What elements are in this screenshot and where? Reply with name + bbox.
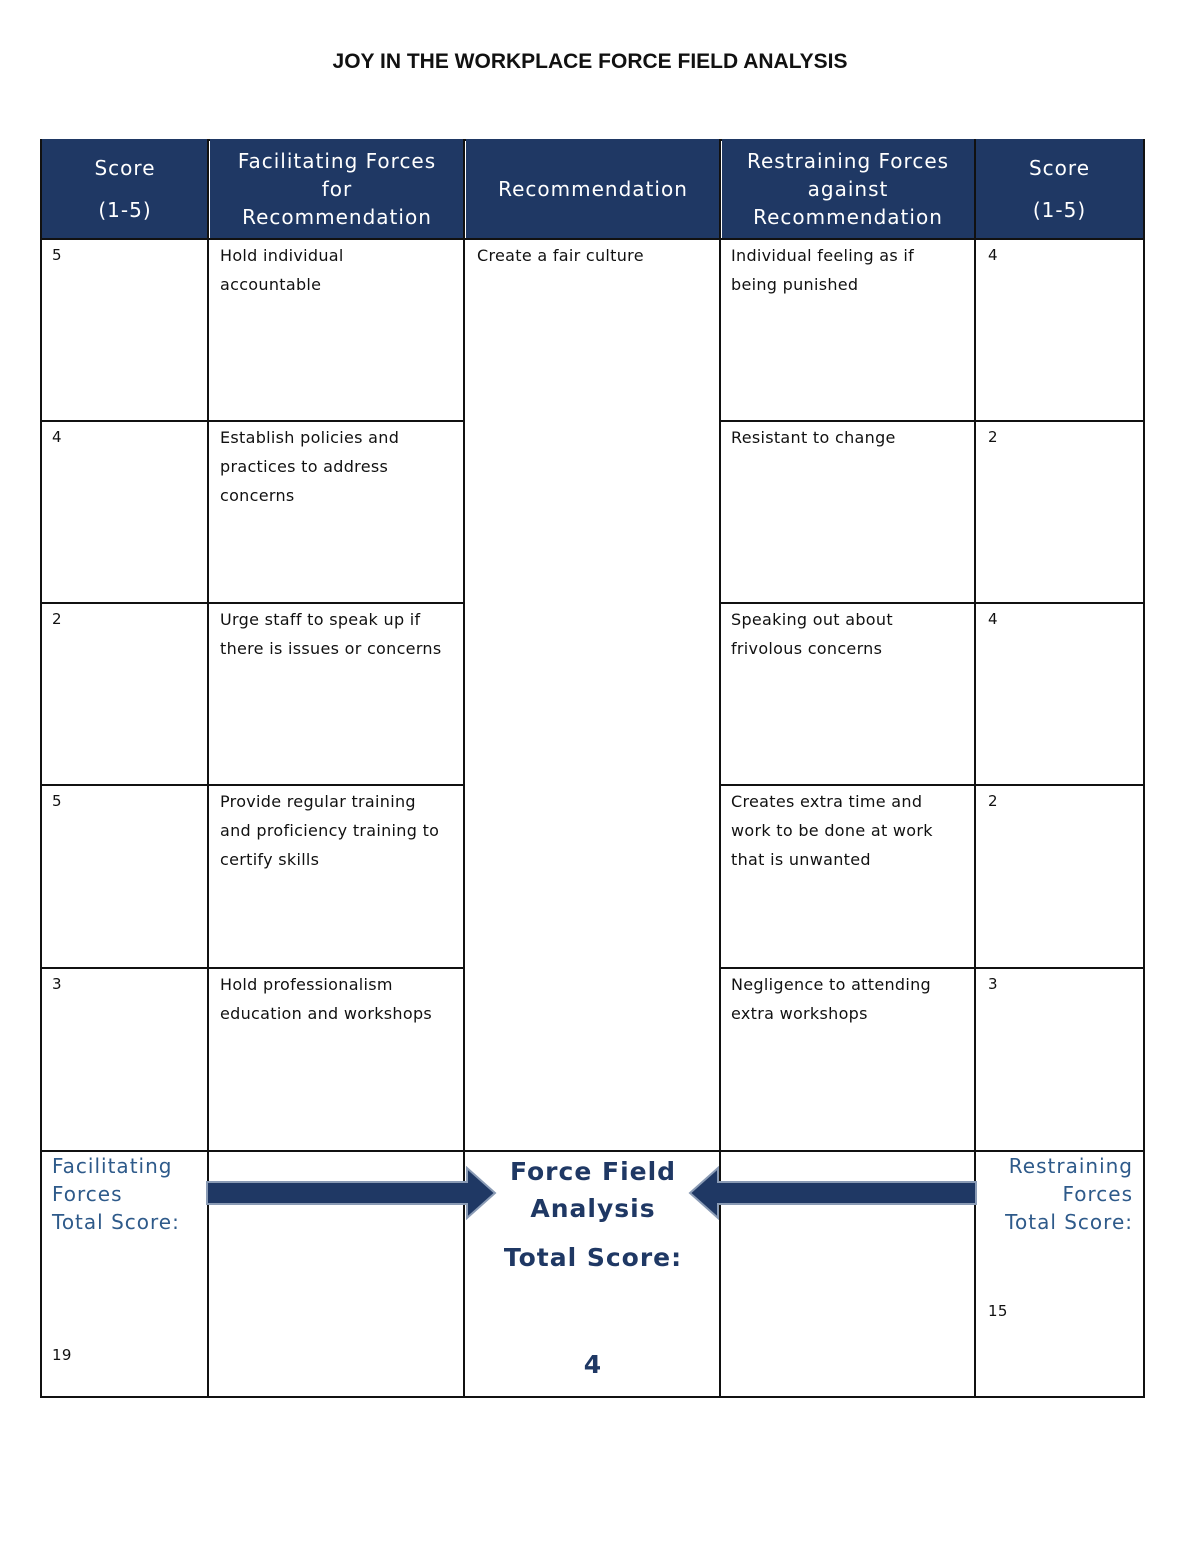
restraining-force-3: [731, 605, 971, 663]
force-field-total-label-line: Total Score:: [503, 1243, 683, 1272]
header-score-left-label: Score: [94, 156, 156, 180]
facilitating-force-3-line: there is issues or concerns: [220, 639, 442, 658]
restraining-total-label-line: Restraining: [1008, 1154, 1133, 1178]
force-field-total-label: [466, 1153, 720, 1276]
restraining-force-2: [731, 423, 971, 452]
right-score-1: 4: [988, 246, 998, 264]
row-divider: [720, 602, 1145, 604]
facilitating-force-4-line: and proficiency training to: [220, 821, 440, 840]
facilitating-total-label-line: Forces: [52, 1182, 123, 1206]
force-field-total-label-line: Force Field: [509, 1157, 677, 1186]
page-title: JOY IN THE WORKPLACE FORCE FIELD ANALYSIS: [332, 50, 848, 73]
restraining-force-5-line: Negligence to attending: [731, 975, 932, 994]
facilitating-total-value: 19: [52, 1346, 72, 1364]
restraining-total-label-line: Forces: [1062, 1182, 1133, 1206]
facilitating-force-1-line: Hold individual: [220, 246, 344, 265]
facilitating-total-label: [52, 1152, 180, 1236]
header-score-right-label: Score: [1028, 156, 1090, 180]
facilitating-force-3: [220, 605, 460, 663]
restraining-total-label: [976, 1152, 1133, 1236]
row-divider: [40, 967, 464, 969]
facilitating-force-4-line: Provide regular training: [220, 792, 416, 811]
header-score-left-range: (1-5): [98, 198, 152, 222]
header-restraining-line2: against: [807, 177, 889, 201]
restraining-total-label-line: Total Score:: [1005, 1210, 1133, 1234]
header-recommendation: [466, 139, 720, 239]
facilitating-force-2-line: practices to address: [220, 457, 389, 476]
facilitating-total-label-line: Total Score:: [52, 1210, 180, 1234]
facilitating-force-4-line: certify skills: [220, 850, 320, 869]
restraining-force-5-line: extra workshops: [731, 1004, 868, 1023]
restraining-force-3-line: Speaking out about: [731, 610, 893, 629]
left-score-5: 3: [52, 975, 62, 993]
facilitating-force-2: [220, 423, 460, 510]
right-score-5: 3: [988, 975, 998, 993]
header-restraining-line1: Restraining Forces: [746, 149, 950, 173]
header-facilitating-line2: for: [321, 177, 353, 201]
row-divider: [720, 967, 1145, 969]
row-divider: [40, 602, 464, 604]
right-score-3: 4: [988, 610, 998, 628]
arrow-right-icon: [205, 1166, 497, 1220]
facilitating-force-2-line: Establish policies and: [220, 428, 400, 447]
restraining-force-2-line: Resistant to change: [731, 428, 896, 447]
header-score-left: [42, 139, 208, 239]
facilitating-total-label-line: Facilitating: [52, 1154, 173, 1178]
header-facilitating: [210, 139, 464, 239]
restraining-total-value: 15: [988, 1302, 1008, 1320]
recommendation-text: Create a fair culture: [477, 246, 644, 265]
header-restraining-line3: Recommendation: [753, 205, 943, 229]
header-facilitating-line3: Recommendation: [242, 205, 432, 229]
left-score-1: 5: [52, 246, 62, 264]
header-recommendation-label: Recommendation: [498, 177, 688, 201]
right-score-2: 2: [988, 428, 998, 446]
force-field-total-value: 4: [583, 1350, 603, 1379]
left-score-3: 2: [52, 610, 62, 628]
facilitating-force-5: [220, 970, 460, 1028]
left-score-2: 4: [52, 428, 62, 446]
facilitating-force-1: [220, 241, 460, 299]
restraining-force-1-line: Individual feeling as if: [731, 246, 915, 265]
row-divider: [40, 420, 464, 422]
row-divider: [720, 420, 1145, 422]
facilitating-force-5-line: education and workshops: [220, 1004, 433, 1023]
facilitating-force-1-line: accountable: [220, 275, 322, 294]
row-divider: [40, 784, 464, 786]
force-field-total-label-line: Analysis: [530, 1194, 656, 1223]
facilitating-force-4: [220, 787, 460, 874]
restraining-force-4-line: that is unwanted: [731, 850, 871, 869]
right-score-4: 2: [988, 792, 998, 810]
header-restraining: [722, 139, 974, 239]
restraining-force-5: [731, 970, 971, 1028]
header-divider: [40, 238, 1145, 240]
arrow-left-icon: [688, 1166, 978, 1220]
header-score-right-range: (1-5): [1032, 198, 1087, 222]
row-divider: [720, 784, 1145, 786]
restraining-force-1-line: being punished: [731, 275, 859, 294]
header-facilitating-line1: Facilitating Forces: [237, 149, 437, 173]
arrow-left-shape: [690, 1168, 976, 1218]
restraining-force-4: [731, 787, 971, 874]
restraining-force-3-line: frivolous concerns: [731, 639, 883, 658]
arrow-right-shape: [207, 1168, 495, 1218]
header-score-right: [976, 139, 1143, 239]
restraining-force-4-line: Creates extra time and: [731, 792, 923, 811]
restraining-force-1: [731, 241, 971, 299]
restraining-force-4-line: work to be done at work: [731, 821, 933, 840]
facilitating-force-2-line: concerns: [220, 486, 295, 505]
facilitating-force-5-line: Hold professionalism: [220, 975, 393, 994]
facilitating-force-3-line: Urge staff to speak up if: [220, 610, 421, 629]
left-score-4: 5: [52, 792, 62, 810]
